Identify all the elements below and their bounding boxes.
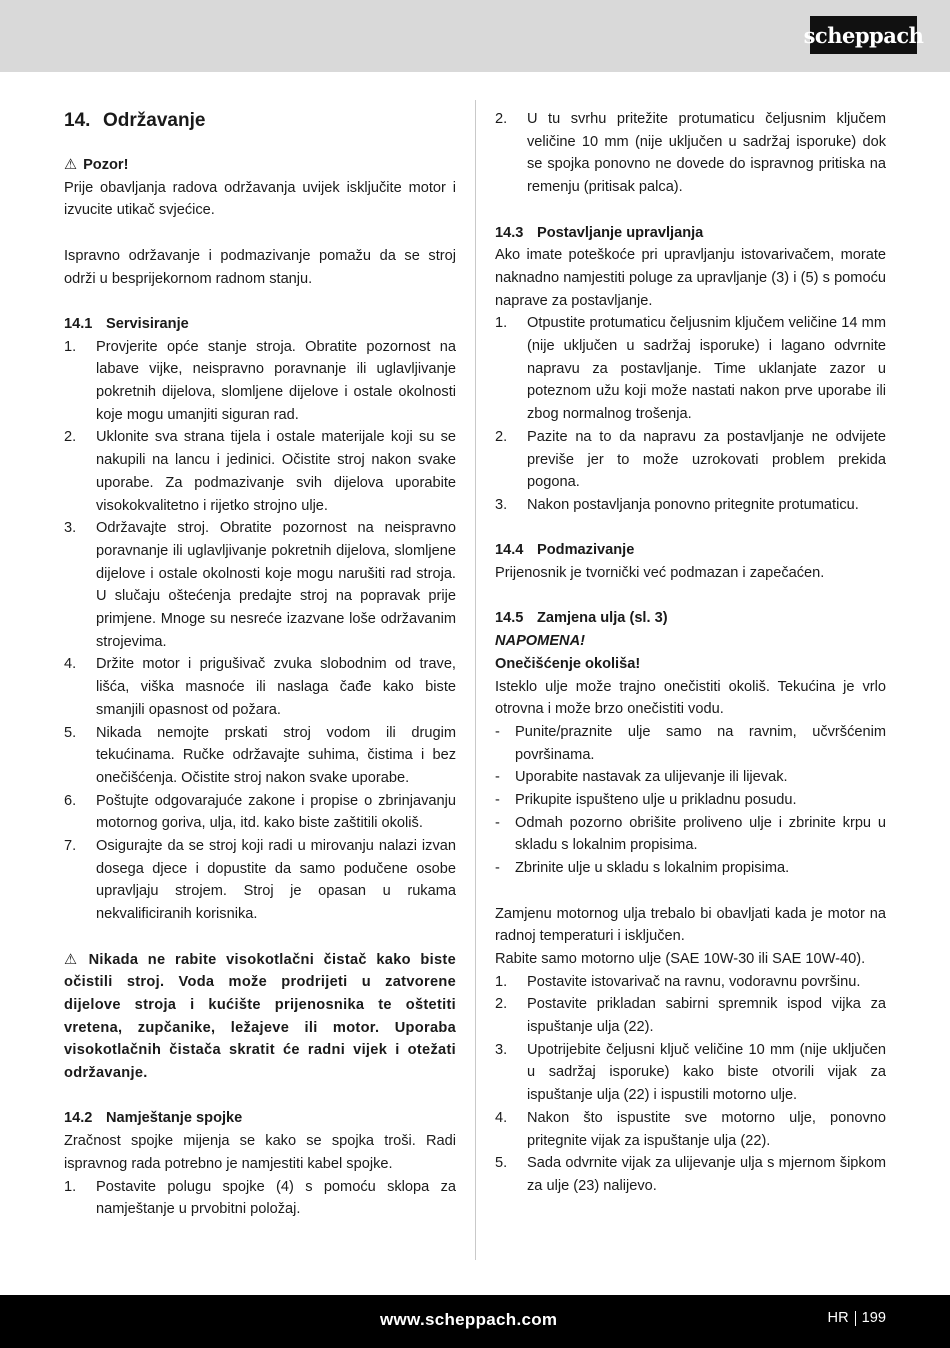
high-pressure-warning <box>64 949 456 1085</box>
item-text: Otpustite protumaticu čeljusnim ključem veličine 14 mm (nije uključen u sadržaj isporuke) i lagano odvrnite napravu za postavljanje. Time uklanjate zazor u poteznom užu koji može nastati nakon prve uporabe ili zbog normalnog trošenja. <box>527 315 886 423</box>
clutch-text: Zračnost spojke mijenja se kako se spojka troši. Radi ispravnog rada potrebno je namjestiti kabel spojke. <box>64 1133 456 1172</box>
environment-text: Isteklo ulje može trajno onečistiti okoliš. Tekućina je vrlo otrovna i može brzo onečistiti vodu. <box>495 678 886 718</box>
item-number: 2. <box>64 429 77 446</box>
warning-text: Nikada ne rabite visokotlačni čistač kako biste očistili stroj. Voda može prodrijeti u zatvorene dijelove stroja i kućište prijenosnika te oštetiti vretena, zupčanike, ležajeve ili motor. Uporaba visokotlačnih čistača skratit će radni vijek i otežati održavanje. <box>64 951 456 1082</box>
caution-heading <box>64 154 456 177</box>
list-item <box>64 517 456 653</box>
item-text: Odmah pozorno obrišite proliveno ulje i zbrinite krpu u skladu s lokalnim propisima. <box>515 814 886 854</box>
item-text: Prikupite ispušteno ulje u prikladnu posudu. <box>515 792 797 809</box>
list-item <box>495 812 886 857</box>
section-number: 14.2 <box>64 1110 93 1127</box>
item-number: 1. <box>495 315 508 332</box>
environment-label: Onečišćenje okoliša! <box>495 655 641 672</box>
caution-label: Pozor! <box>83 157 129 173</box>
section-heading: Postavljanje upravljanja <box>537 224 704 241</box>
list-item <box>495 1152 886 1197</box>
warning-triangle-icon: ⚠ <box>64 951 78 968</box>
section-title-14-4 <box>495 539 886 562</box>
warning-triangle-icon: ⚠ <box>64 157 78 173</box>
list-item <box>495 494 886 517</box>
item-number: 5. <box>64 724 77 741</box>
brand-logo: scheppach <box>810 16 917 54</box>
column-divider <box>475 100 476 1260</box>
item-text: Zbrinite ulje u skladu s lokalnim propisima. <box>515 860 790 877</box>
section-heading: Zamjena ulja (sl. 3) <box>537 610 668 627</box>
item-text: Nikada nemojte prskati stroj vodom ili drugim tekućinama. Ručke održavajte suhima, čistima i bez onečišćenja. Očistite stroj nakon svake uporabe. <box>96 724 456 786</box>
steering-text: Ako imate poteškoće pri upravljanju istovarivačem, morate naknadno namjestiti poluge za upravljanje (3) i (5) s pomoću naprave za postavljanje. <box>495 247 886 309</box>
item-number: 1. <box>495 973 508 990</box>
list-item <box>64 336 456 427</box>
section-heading: Servisiranje <box>106 315 189 332</box>
list-item <box>495 108 886 199</box>
list-item <box>495 1039 886 1107</box>
section-title-14-2 <box>64 1107 456 1130</box>
item-number: 3. <box>495 1041 508 1058</box>
list-item <box>495 312 886 426</box>
item-text: Postavite istovarivač na ravnu, vodoravnu površinu. <box>527 973 861 990</box>
chapter-title <box>64 108 456 134</box>
item-text: Osigurajte da se stroj koji radi u mirovanju nalazi izvan dosega djece i dopustite da samo podučene osobe upravljaju strojem. Stroj je opasan u rukama nekvalificiranih korisnika. <box>96 838 456 923</box>
section-number: 14.1 <box>64 315 93 332</box>
item-text: Pazite na to da napravu za postavljanje ne odvijete previše jer to može uzrokovati problem prekida pogona. <box>527 428 886 491</box>
list-item <box>64 426 456 517</box>
section-title-14-1 <box>64 313 456 336</box>
oil-change-list <box>495 971 886 1198</box>
item-number: 5. <box>495 1155 508 1172</box>
item-number: 7. <box>64 838 77 855</box>
item-text: Punite/praznite ulje samo na ravnim, učvršćenim površinama. <box>515 723 886 763</box>
list-item <box>495 766 886 789</box>
item-number: 6. <box>64 792 77 809</box>
chapter-heading: Održavanje <box>103 110 206 131</box>
servicing-list <box>64 336 456 926</box>
steering-list <box>495 312 886 516</box>
list-item <box>495 721 886 766</box>
list-item <box>64 790 456 835</box>
item-text: Uporabite nastavak za ulijevanje ili lijevak. <box>515 769 788 786</box>
list-item <box>495 857 886 880</box>
clutch-list-continued <box>495 108 886 199</box>
oil-change-text: Zamjenu motornog ulja trebalo bi obavljati kada je motor na radnoj temperaturi i isključen. <box>495 905 886 945</box>
clutch-list <box>64 1176 456 1221</box>
item-text: Upotrijebite čeljusni ključ veličine 10 mm (nije uključen u sadržaj isporuke) kako biste otvorili vijak za ispuštanje ulja (22) i ispustili motorno ulje. <box>527 1041 886 1104</box>
item-number: 3. <box>64 520 77 537</box>
footer-band <box>0 1295 950 1348</box>
list-item <box>495 971 886 994</box>
intro-text: Ispravno održavanje i podmazivanje pomažu da se stroj održi u besprijekornom radnom stanju. <box>64 247 456 287</box>
item-text: Nakon postavljanja ponovno pritegnite protumaticu. <box>527 496 859 513</box>
item-bullet: - <box>495 769 500 786</box>
list-item <box>495 1107 886 1152</box>
item-text: Uklonite sva strana tijela i ostale materijale koji su se nakupili na lancu i jedinici. Očistite stroj nakon svake uporabe. Za podmazivanje svih dijelova uporabite visokokvalitetno i rijetko strojno ulje. <box>96 429 456 514</box>
item-bullet: - <box>495 792 500 809</box>
section-number: 14.4 <box>495 542 524 559</box>
item-number: 2. <box>495 428 508 445</box>
item-bullet: - <box>495 814 500 831</box>
list-item <box>64 653 456 721</box>
item-text: Postavite prikladan sabirni spremnik ispod vijka za ispuštanje ulja (22). <box>527 996 886 1036</box>
section-title-14-5 <box>495 607 886 630</box>
section-number: 14.5 <box>495 610 524 627</box>
item-text: Poštujte odgovarajuće zakone i propise o zbrinjavanju motornog goriva, ulja, itd. kako biste zaštitili okoliš. <box>96 792 456 832</box>
note-label: NAPOMENA! <box>495 633 585 650</box>
list-item <box>495 993 886 1038</box>
item-text: Sada odvrnite vijak za ulijevanje ulja s mjernom šipkom za ulje (23) nalijevo. <box>527 1155 886 1194</box>
item-number: 4. <box>64 656 77 673</box>
item-bullet: - <box>495 723 500 740</box>
item-number: 1. <box>64 1178 77 1195</box>
item-bullet: - <box>495 860 500 877</box>
website-link[interactable]: www.scheppach.com <box>380 1310 558 1329</box>
item-text: Držite motor i prigušivač zvuka slobodnim od trave, lišća, viška masnoće ili naslaga čađe kako biste smanjili opasnost od požara. <box>96 656 456 718</box>
oil-type-text: Rabite samo motorno ulje (SAE 10W-30 ili SAE 10W-40). <box>495 950 866 967</box>
section-number: 14.3 <box>495 224 524 241</box>
item-text: Provjerite opće stanje stroja. Obratite pozornost na labave vijke, neispravno poravnanje ili uglavljivanje pokretnih dijelova, slomljene dijelove i ostale okolnosti koje mogu umanjiti siguran rad. <box>96 338 456 423</box>
page-indicator <box>828 1310 886 1326</box>
right-column <box>495 108 886 1198</box>
item-text: Nakon što ispustite sve motorno ulje, ponovno pritegnite vijak za ispuštanje ulja (22). <box>527 1109 886 1149</box>
environment-list <box>495 721 886 880</box>
chapter-number: 14. <box>64 110 91 131</box>
item-number: 2. <box>495 111 508 127</box>
section-heading: Namještanje spojke <box>106 1110 243 1127</box>
list-item <box>64 722 456 790</box>
item-number: 2. <box>495 996 508 1013</box>
language-code: HR <box>827 1310 849 1326</box>
page-number: 199 <box>861 1310 886 1326</box>
item-text: Postavite polugu spojke (4) s pomoću sklopa za namještanje u prvobitni položaj. <box>96 1178 456 1218</box>
list-item <box>495 426 886 494</box>
item-number: 1. <box>64 338 77 355</box>
list-item <box>64 1176 456 1221</box>
section-heading: Podmazivanje <box>537 542 635 559</box>
item-number: 4. <box>495 1109 508 1126</box>
footer-separator <box>855 1311 856 1326</box>
section-title-14-3 <box>495 222 886 245</box>
item-number: 3. <box>495 496 508 513</box>
list-item <box>64 835 456 926</box>
lubrication-text: Prijenosnik je tvornički već podmazan i zapečaćen. <box>495 565 825 582</box>
caution-text: Prije obavljanja radova održavanja uvijek isključite motor i izvucite utikač svjećice. <box>64 179 456 219</box>
item-text: Održavajte stroj. Obratite pozornost na neispravno poravnanje ili uglavljivanje pokretnih dijelova, slomljene dijelove i ostale okolnosti koje mogu narušiti rad stroja. U slučaju oštećenja predajte stroj na popravak prije primjene. Mnoge su nesreće izazvane loše održavanim strojevima. <box>96 520 456 650</box>
item-text: U tu svrhu pritežite protumaticu čeljusnim ključem veličine 10 mm (nije uključen u sadržaj isporuke) dok se spojka ponovno ne dovede do ispravnog pritiska na remenju (pritisak palca). <box>527 111 886 196</box>
left-column <box>64 108 456 1221</box>
list-item <box>495 789 886 812</box>
